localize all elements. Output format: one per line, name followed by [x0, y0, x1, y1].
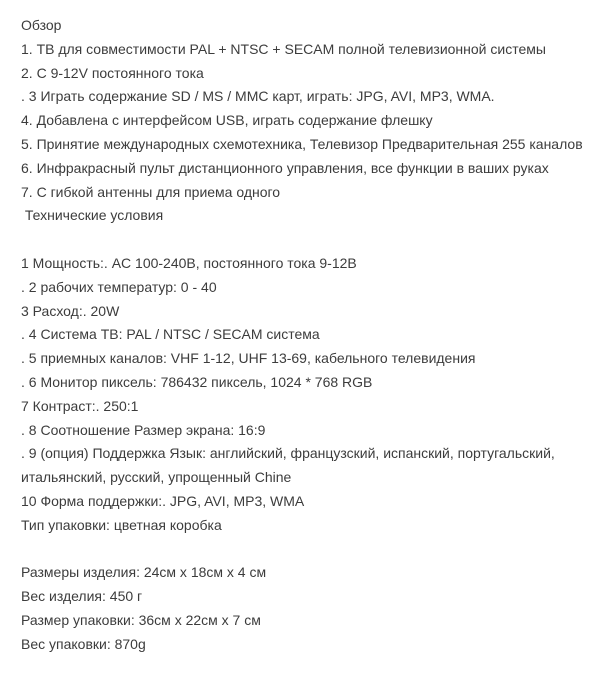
spec-line: . 6 Монитор пиксель: 786432 пиксель, 1024 * 768 RGB: [21, 373, 373, 390]
overview-feature-line: 5. Принятие международных схемотехника, Телевизор Предварительная 255 каналов: [21, 135, 583, 152]
package-line: Вес изделия: 450 г: [21, 588, 143, 605]
spec-line: . 8 Соотношение Размер экрана: 16:9: [21, 421, 266, 438]
spec-line: 10 Форма поддержки:. JPG, AVI, MP3, WMA: [21, 492, 305, 509]
package-section: [21, 561, 586, 656]
spec-line: 3 Расход:. 20W: [21, 302, 120, 319]
package-line: Вес упаковки: 870g: [21, 635, 146, 652]
spec-line: 1 Мощность:. AC 100-240В, постоянного тока 9-12В: [21, 254, 357, 271]
package-line: Размеры изделия: 24см x 18см x 4 см: [21, 564, 267, 581]
spec-line: итальянский, русский, упрощенный Chine: [21, 469, 292, 486]
spec-line: . 4 Система ТВ: PAL / NTSC / SECAM система: [21, 326, 320, 343]
spec-line: . 2 рабочих температур: 0 - 40: [21, 278, 217, 295]
overview-feature-line: . 3 Играть содержание SD / MS / MMC карт, играть: JPG, AVI, MP3, WMA.: [21, 88, 495, 105]
overview-title: Обзор: [21, 17, 62, 33]
specs-section: [21, 252, 586, 538]
overview-feature-line: 2. С 9-12V постоянного тока: [21, 64, 204, 81]
package-line: Размер упаковки: 36см x 22см x 7 см: [21, 611, 261, 628]
overview-feature-line: 7. С гибкой антенны для приема одного: [21, 183, 281, 200]
spec-line: . 9 (опция) Поддержка Язык: английский, французский, испанский, португальский,: [21, 445, 555, 462]
spec-line: . 5 приемных каналов: VHF 1-12, UHF 13-69, кабельного телевидения: [21, 350, 476, 367]
overview-feature-line: 6. Инфракрасный пульт дистанционного управления, все функции в ваших руках: [21, 159, 549, 176]
overview-feature-line: 4. Добавлена с интерфейсом USB, играть содержание флешку: [21, 112, 433, 129]
spec-line: 7 Контраст:. 250:1: [21, 397, 139, 414]
overview-section: [21, 14, 586, 228]
spec-line: Тип упаковки: цветная коробка: [21, 516, 222, 533]
overview-feature-line: 1. ТВ для совместимости PAL + NTSC + SECAM полной телевизионной системы: [21, 40, 546, 57]
specs-section-title: Технические условия: [21, 207, 164, 224]
